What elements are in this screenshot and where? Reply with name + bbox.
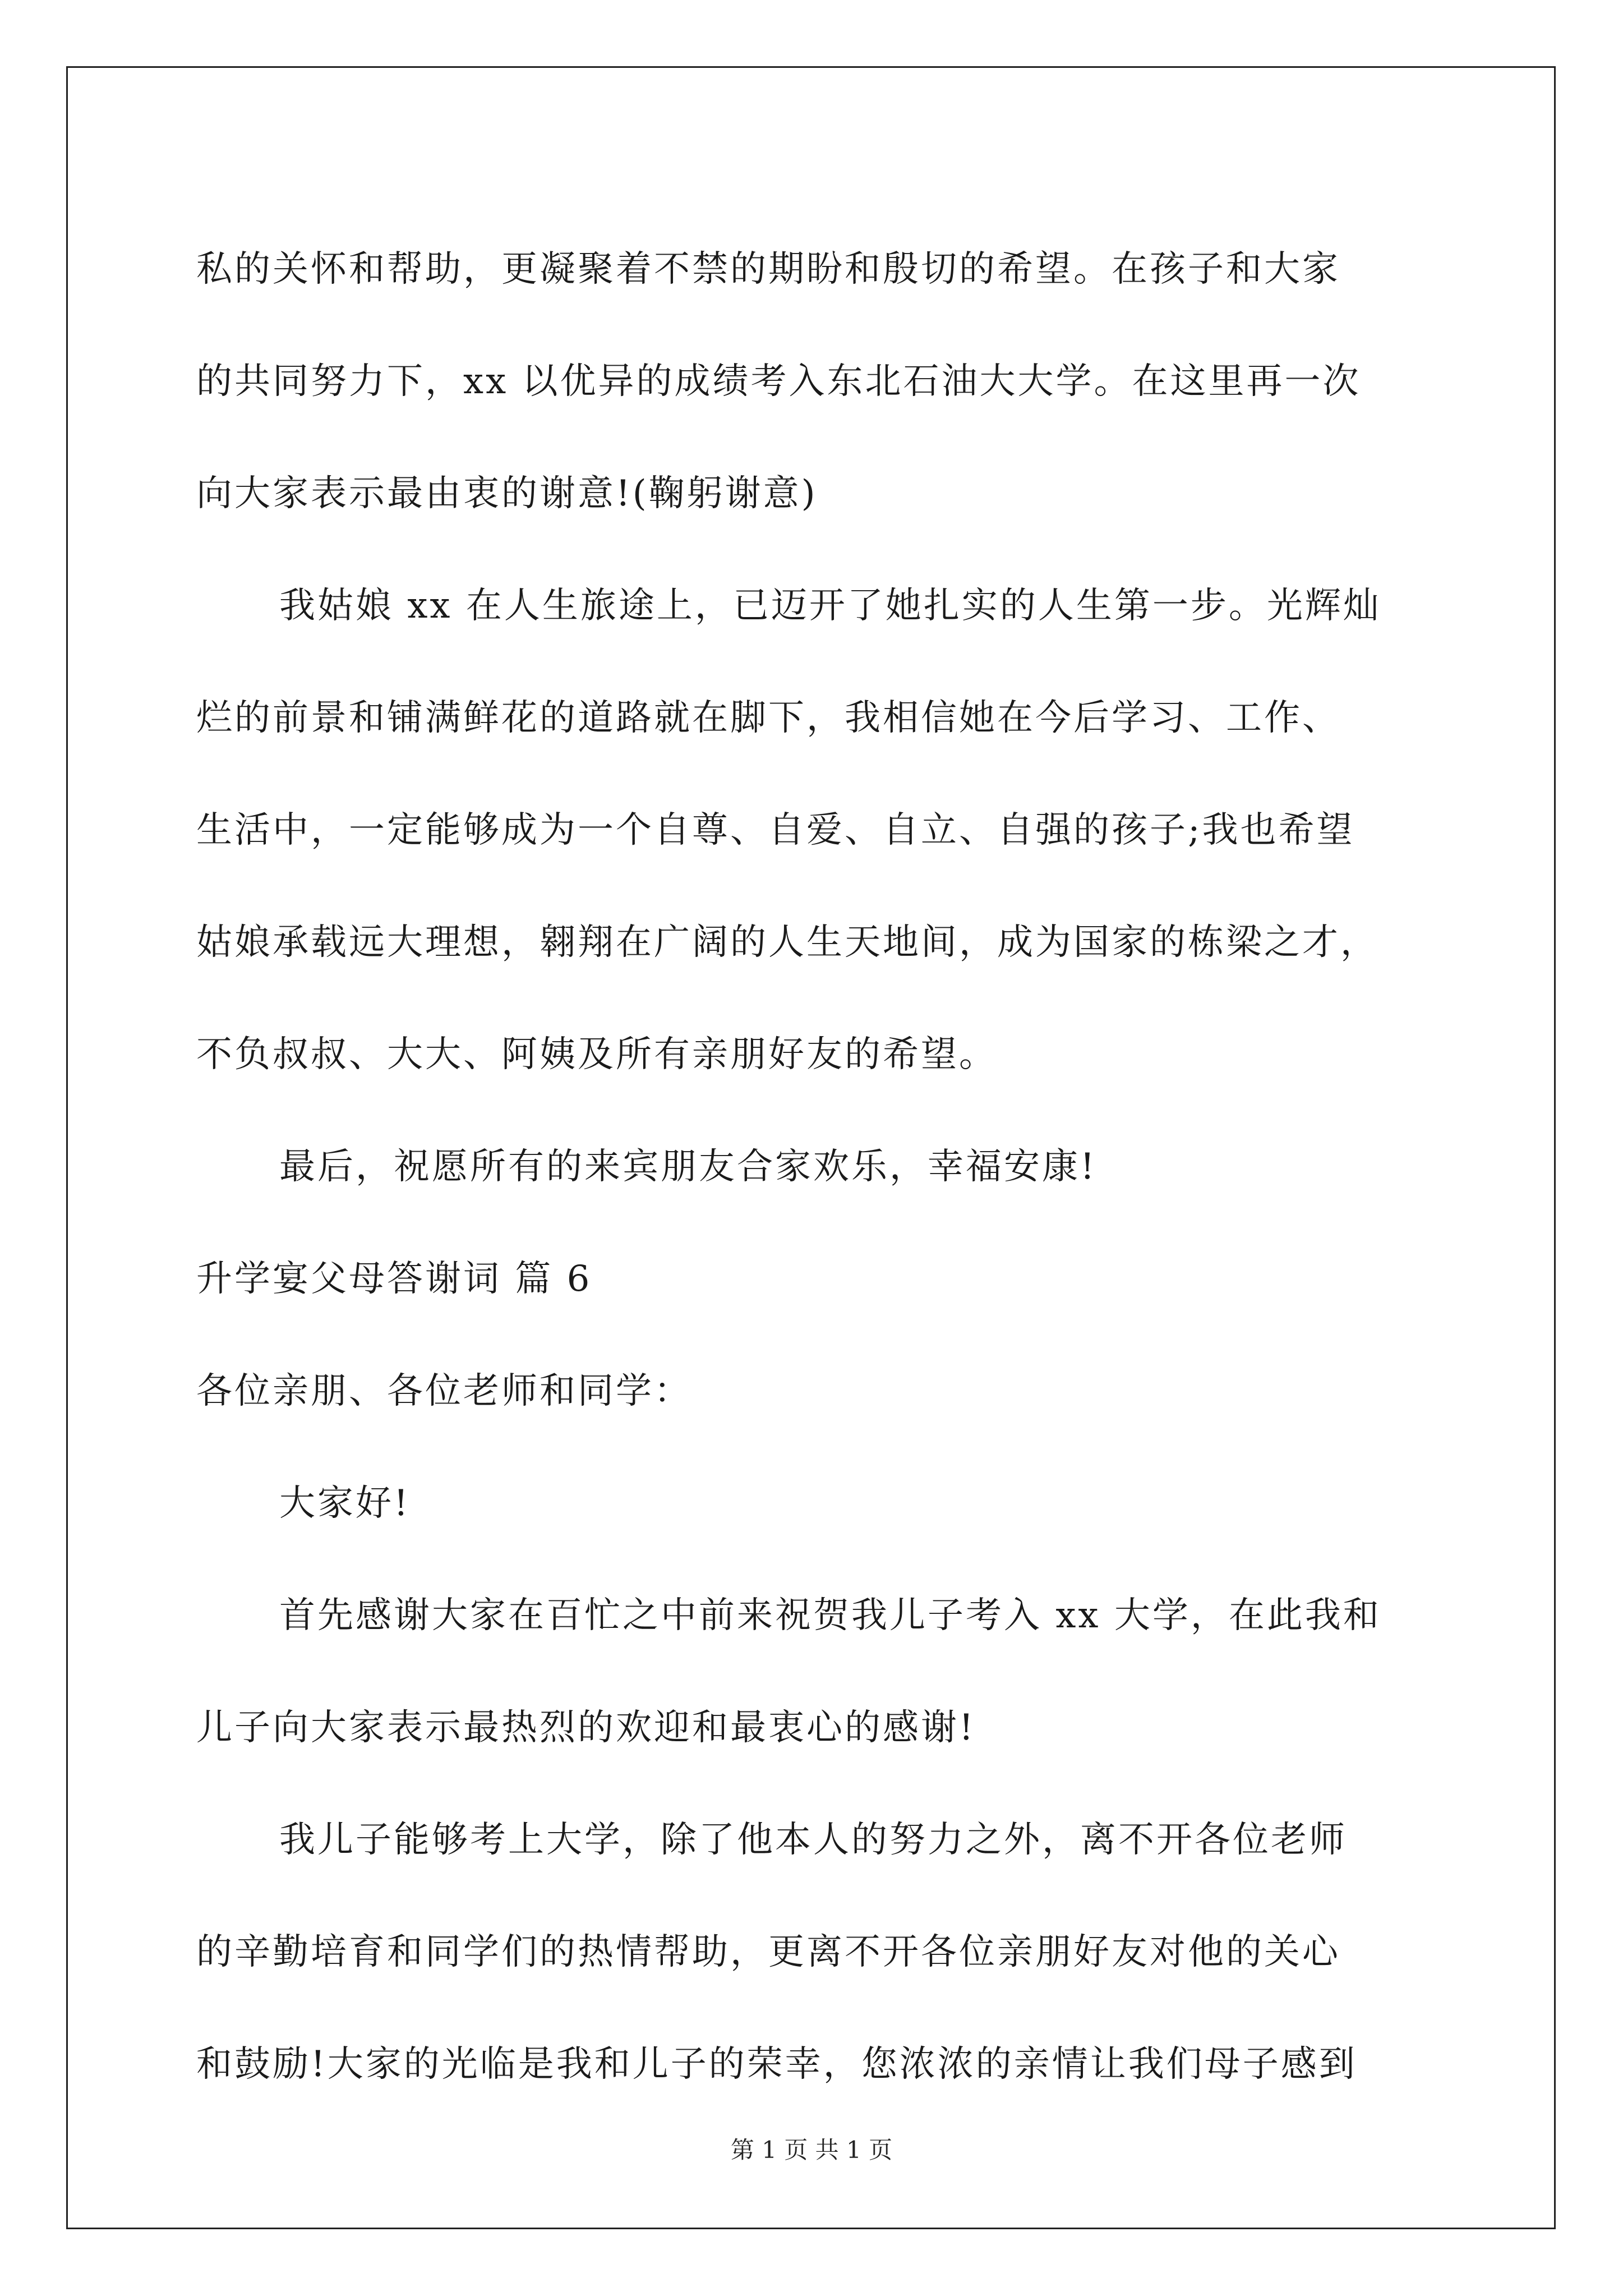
body-line-14: 儿子向大家表示最热烈的欢迎和最衷心的感谢! [196, 1707, 976, 1749]
body-line-6: 生活中，一定能够成为一个自尊、自爱、自立、自强的孩子;我也希望 [196, 809, 1355, 851]
body-line-5: 烂的前景和铺满鲜花的道路就在脚下，我相信她在今后学习、工作、 [196, 697, 1340, 739]
body-line-17: 和鼓励!大家的光临是我和儿子的荣幸，您浓浓的亲情让我们母子感到 [196, 2044, 1357, 2085]
section-heading: 升学宴父母答谢词 篇 6 [196, 1258, 592, 1300]
document-body [196, 213, 1458, 2120]
body-line-13: 首先感谢大家在百忙之中前来祝贺我儿子考入 xx 大学，在此我和 [279, 1595, 1381, 1636]
greeting: 大家好! [279, 1483, 411, 1524]
body-line-3: 向大家表示最由衷的谢意!(鞠躬谢意) [196, 473, 818, 514]
body-line-8: 不负叔叔、大大、阿姨及所有亲朋好友的希望。 [196, 1034, 997, 1075]
body-line-16: 的辛勤培育和同学们的热情帮助，更离不开各位亲朋好友对他的关心 [196, 1931, 1340, 1973]
body-line-2: 的共同努力下，xx 以优异的成绩考入东北石油大大学。在这里再一次 [196, 361, 1361, 402]
body-line-15: 我儿子能够考上大学，除了他本人的努力之外，离不开各位老师 [279, 1819, 1347, 1861]
body-line-1: 私的关怀和帮助，更凝聚着不禁的期盼和殷切的希望。在孩子和大家 [196, 249, 1340, 290]
page-footer: 第 1 页 共 1 页 [730, 2136, 893, 2164]
body-line-7: 姑娘承载远大理想，翱翔在广阔的人生天地间，成为国家的栋梁之才， [196, 922, 1378, 963]
salutation: 各位亲朋、各位老师和同学： [196, 1370, 692, 1412]
body-line-4: 我姑娘 xx 在人生旅途上，已迈开了她扎实的人生第一步。光辉灿 [279, 585, 1381, 627]
body-line-9: 最后，祝愿所有的来宾朋友合家欢乐，幸福安康! [279, 1146, 1097, 1188]
